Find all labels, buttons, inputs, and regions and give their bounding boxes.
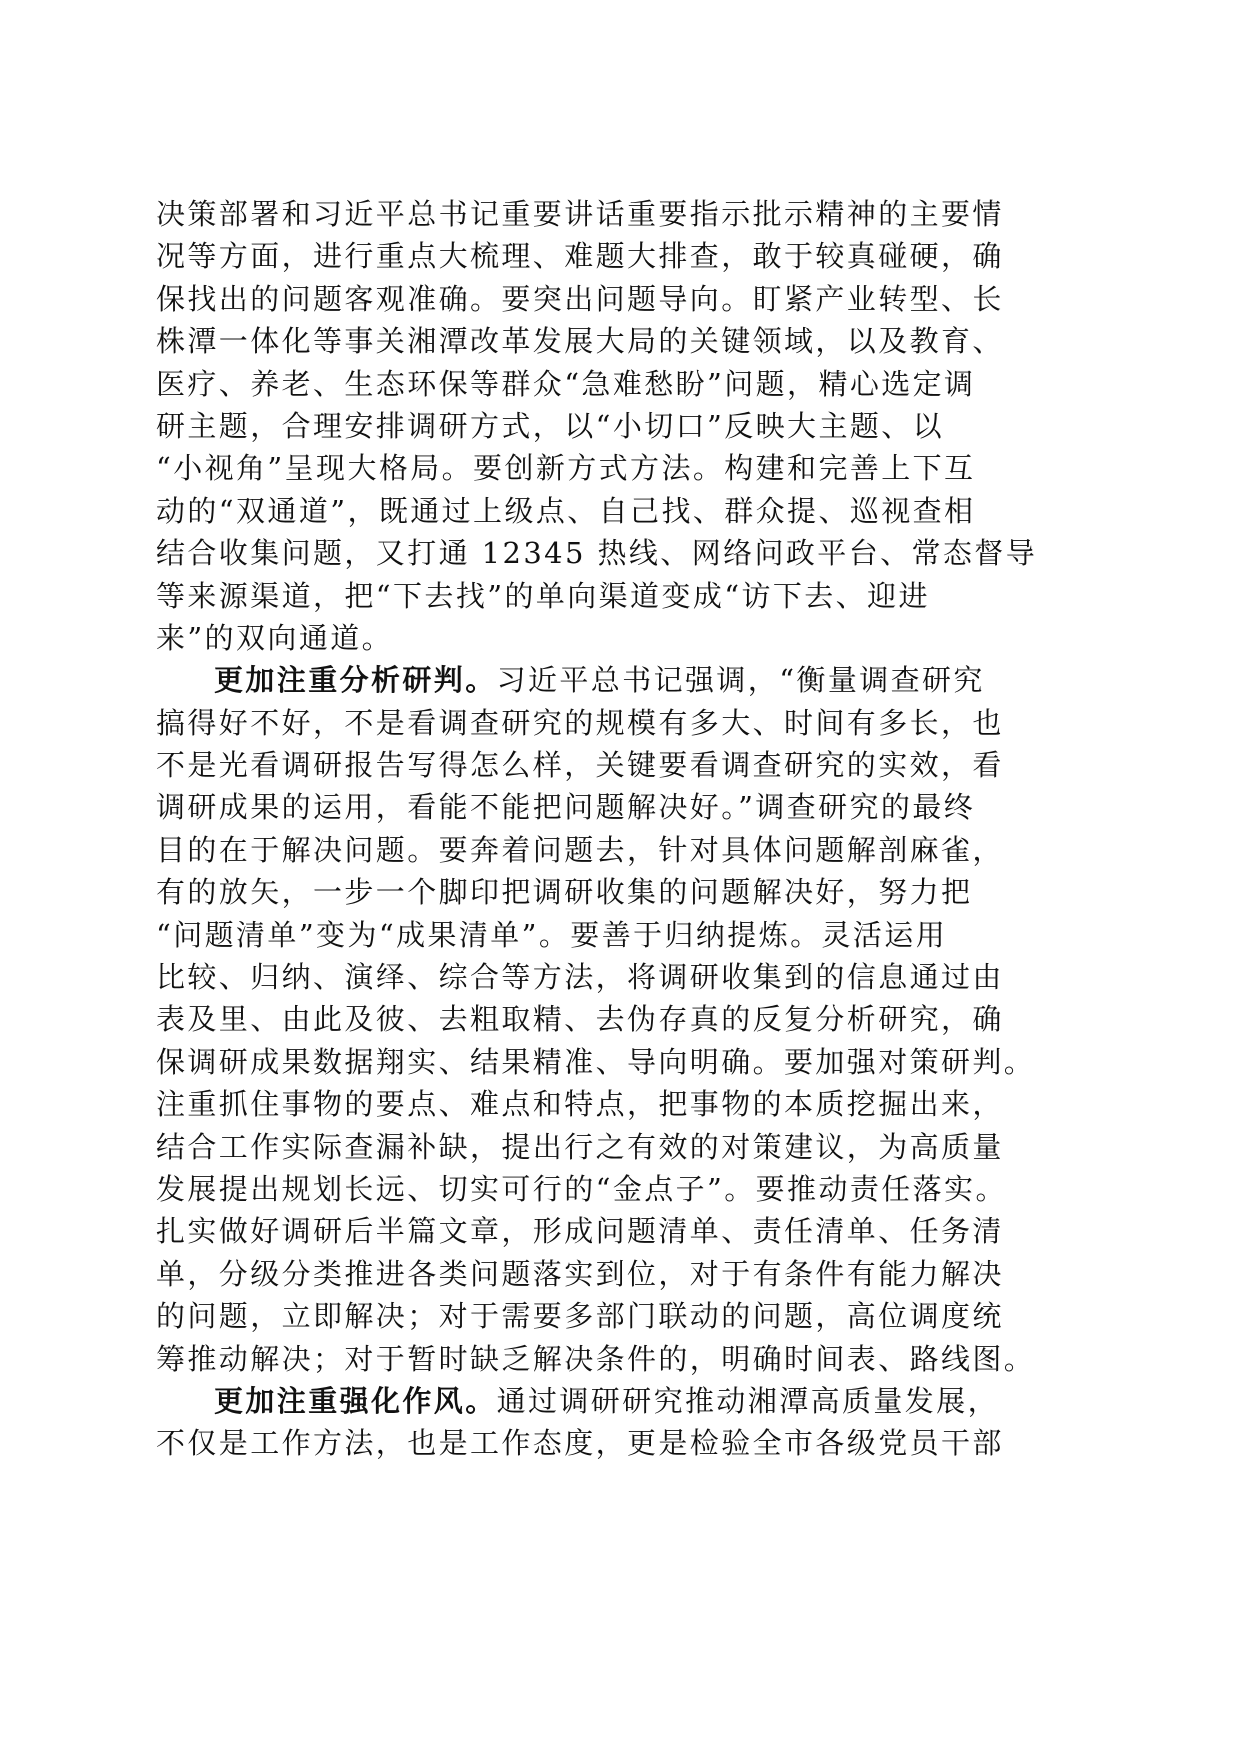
body-line: 扎实做好调研后半篇文章，形成问题清单、责任清单、任务清 — [156, 1214, 1004, 1249]
body-line: 结合工作实际查漏补缺，提出行之有效的对策建议，为高质量 — [156, 1129, 1004, 1164]
body-line: 单，分级分类推进各类问题落实到位，对于有条件有能力解决 — [156, 1256, 1004, 1291]
body-line: 况等方面，进行重点大梳理、难题大排查，敢于较真碰硬，确 — [156, 239, 1004, 274]
body-line: 医疗、养老、生态环保等群众“急难愁盼”问题，精心选定调 — [156, 366, 976, 401]
section-heading: 更加注重强化作风。 — [214, 1383, 497, 1418]
body-line: 动的“双通道”，既通过上级点、自己找、群众提、巡视查相 — [156, 493, 976, 528]
body-line: 目的在于解决问题。要奔着问题去，针对具体问题解剖麻雀， — [156, 832, 1004, 867]
body-line: 保找出的问题客观准确。要突出问题导向。盯紧产业转型、长 — [156, 281, 1004, 316]
body-line: “小视角”呈现大格局。要创新方式方法。构建和完善上下互 — [156, 451, 976, 486]
section-first-line — [156, 659, 1088, 701]
body-line: 结合收集问题，又打通 12345 热线、网络问政平台、常态督导 — [156, 536, 1038, 571]
body-line: 研主题，合理安排调研方式，以“小切口”反映大主题、以 — [156, 408, 945, 443]
body-line: 不仅是工作方法，也是工作态度，更是检验全市各级党员干部 — [156, 1426, 1004, 1461]
body-line: 发展提出规划长远、切实可行的“金点子”。要推动责任落实。 — [156, 1171, 1007, 1206]
body-line: 的问题，立即解决；对于需要多部门联动的问题，高位调度统 — [156, 1299, 1004, 1334]
body-line: 比较、归纳、演绎、综合等方法，将调研收集到的信息通过由 — [156, 960, 1004, 995]
body-line: 搞得好不好，不是看调查研究的规模有多大、时间有多长，也 — [156, 705, 1004, 740]
body-line: 决策部署和习近平总书记重要讲话重要指示批示精神的主要情 — [156, 197, 1004, 231]
section-first-line — [156, 1380, 1088, 1422]
body-line: 调研成果的运用，看能不能把问题解决好。”调查研究的最终 — [156, 790, 976, 825]
body-line: 株潭一体化等事关湘潭改革发展大局的关键领域，以及教育、 — [156, 324, 1004, 359]
body-line: “问题清单”变为“成果清单”。要善于归纳提炼。灵活运用 — [156, 917, 948, 952]
body-line: 有的放矢，一步一个脚印把调研收集的问题解决好，努力把 — [156, 875, 973, 910]
body-line: 等来源渠道，把“下去找”的单向渠道变成“访下去、迎进 — [156, 578, 930, 613]
document-body — [156, 193, 1088, 1465]
section-heading: 更加注重分析研判。 — [214, 663, 497, 698]
section-first-line-text: 习近平总书记强调，“衡量调查研究 — [496, 663, 985, 698]
body-line: 来”的双向通道。 — [156, 620, 394, 655]
body-line: 保调研成果数据翔实、结果精准、导向明确。要加强对策研判。 — [156, 1044, 1036, 1079]
body-line: 不是光看调研报告写得怎么样，关键要看调查研究的实效，看 — [156, 748, 1004, 783]
section-first-line-text: 通过调研研究推动湘潭高质量发展， — [496, 1383, 1000, 1418]
body-line: 筹推动解决；对于暂时缺乏解决条件的，明确时间表、路线图。 — [156, 1341, 1036, 1376]
body-line: 表及里、由此及彼、去粗取精、去伪存真的反复分析研究，确 — [156, 1002, 1004, 1037]
body-line: 注重抓住事物的要点、难点和特点，把事物的本质挖掘出来， — [156, 1087, 1004, 1122]
